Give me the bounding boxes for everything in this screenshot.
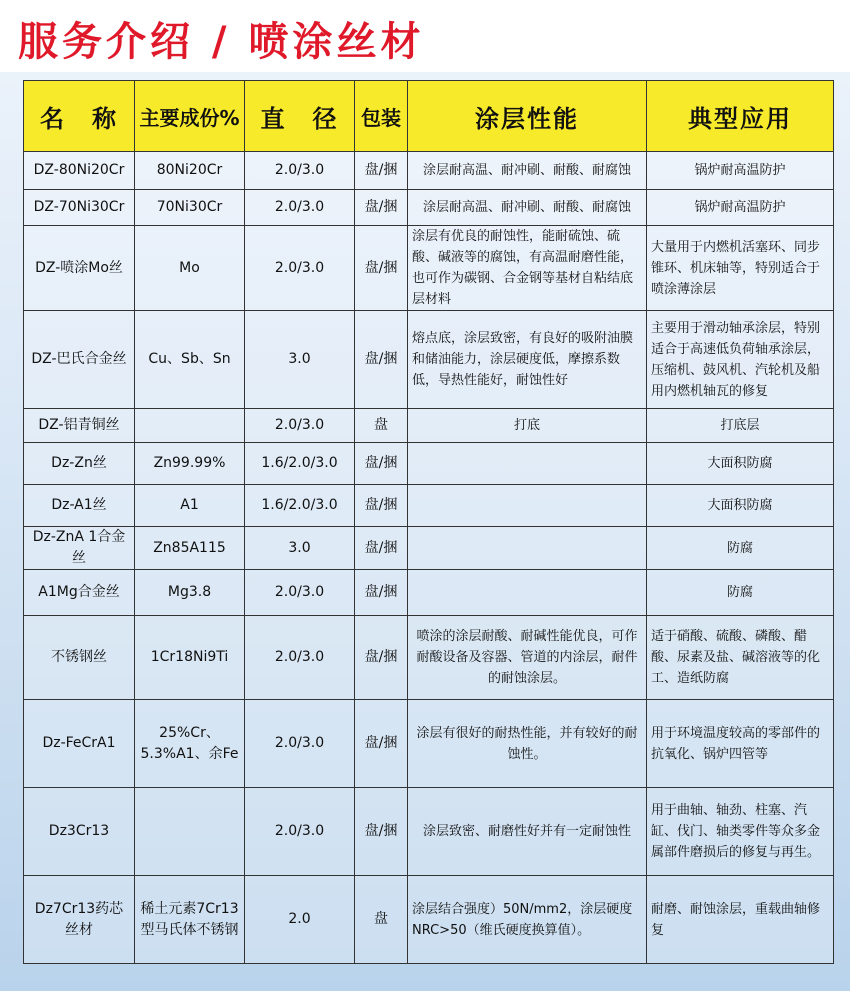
cell-performance: 涂层结合强度）50N/mm2，涂层硬度NRC>50（维氏硬度换算值）。 [408, 876, 647, 964]
table-row [24, 616, 834, 700]
cell-name: DZ-80Ni20Cr [24, 152, 135, 190]
cell-performance [408, 527, 647, 570]
cell-composition: Zn99.99% [135, 443, 245, 485]
cell-name: DZ-巴氏合金丝 [24, 311, 135, 409]
cell-application: 大面积防腐 [647, 443, 834, 485]
cell-diameter: 2.0/3.0 [245, 700, 355, 788]
cell-diameter: 2.0/3.0 [245, 152, 355, 190]
table-row [24, 226, 834, 311]
cell-composition: Mo [135, 226, 245, 311]
cell-package: 盘/捆 [355, 527, 408, 570]
cell-name: Dz-ZnA 1合金丝 [24, 527, 135, 570]
cell-diameter: 3.0 [245, 527, 355, 570]
cell-application: 适于硝酸、硫酸、磷酸、醋酸、尿素及盐、碱溶液等的化工、造纸防腐 [647, 616, 834, 700]
cell-performance: 涂层致密、耐磨性好并有一定耐蚀性 [408, 788, 647, 876]
cell-package: 盘/捆 [355, 190, 408, 226]
cell-diameter: 1.6/2.0/3.0 [245, 443, 355, 485]
cell-performance: 涂层有优良的耐蚀性，能耐硫蚀、硫酸、碱液等的腐蚀，有高温耐磨性能，也可作为碳钢、合金钢等基材自粘结底层材料 [408, 226, 647, 311]
cell-package: 盘 [355, 876, 408, 964]
cell-application: 用于曲轴、轴劲、柱塞、汽缸、伐门、轴类零件等众多金属部件磨损后的修复与再生。 [647, 788, 834, 876]
cell-diameter: 2.0 [245, 876, 355, 964]
table-row [24, 443, 834, 485]
table-row [24, 485, 834, 527]
cell-performance: 喷涂的涂层耐酸、耐碱性能优良，可作耐酸设备及容器、管道的内涂层，耐件的耐蚀涂层。 [408, 616, 647, 700]
cell-application: 锅炉耐高温防护 [647, 152, 834, 190]
cell-application: 大面积防腐 [647, 485, 834, 527]
cell-name: Dz7Cr13药芯丝材 [24, 876, 135, 964]
table-row [24, 570, 834, 616]
header-application: 典型应用 [647, 81, 834, 152]
cell-performance [408, 570, 647, 616]
cell-name: Dz3Cr13 [24, 788, 135, 876]
cell-application: 打底层 [647, 409, 834, 443]
cell-composition: Cu、Sb、Sn [135, 311, 245, 409]
cell-composition: Zn85A115 [135, 527, 245, 570]
cell-name: Dz-A1丝 [24, 485, 135, 527]
cell-diameter: 2.0/3.0 [245, 616, 355, 700]
header-package: 包装 [355, 81, 408, 152]
cell-name: A1Mg合金丝 [24, 570, 135, 616]
cell-application: 大量用于内燃机活塞环、同步锥环、机床轴等，特别适合于喷涂薄涂层 [647, 226, 834, 311]
cell-name: DZ-铝青铜丝 [24, 409, 135, 443]
cell-application: 耐磨、耐蚀涂层，重载曲轴修复 [647, 876, 834, 964]
cell-package: 盘/捆 [355, 616, 408, 700]
cell-composition: 25%Cr、5.3%A1、余Fe [135, 700, 245, 788]
cell-diameter: 2.0/3.0 [245, 788, 355, 876]
cell-performance: 打底 [408, 409, 647, 443]
header-performance: 涂层性能 [408, 81, 647, 152]
cell-performance: 涂层耐高温、耐冲刷、耐酸、耐腐蚀 [408, 190, 647, 226]
table-row [24, 311, 834, 409]
table-row [24, 788, 834, 876]
cell-performance: 涂层耐高温、耐冲刷、耐酸、耐腐蚀 [408, 152, 647, 190]
cell-diameter: 2.0/3.0 [245, 570, 355, 616]
cell-package: 盘/捆 [355, 443, 408, 485]
table-row [24, 700, 834, 788]
header-name: 名 称 [24, 81, 135, 152]
cell-name: DZ-70Ni30Cr [24, 190, 135, 226]
cell-package: 盘 [355, 409, 408, 443]
cell-diameter: 2.0/3.0 [245, 190, 355, 226]
cell-package: 盘/捆 [355, 152, 408, 190]
table-row [24, 152, 834, 190]
cell-composition: 80Ni20Cr [135, 152, 245, 190]
cell-package: 盘/捆 [355, 226, 408, 311]
header-diameter: 直 径 [245, 81, 355, 152]
wire-spec-table [23, 80, 834, 964]
title-bar [0, 0, 850, 72]
cell-composition: 1Cr18Ni9Ti [135, 616, 245, 700]
table-row [24, 876, 834, 964]
cell-package: 盘/捆 [355, 485, 408, 527]
table-header-row [24, 81, 834, 152]
cell-diameter: 1.6/2.0/3.0 [245, 485, 355, 527]
cell-name: Dz-Zn丝 [24, 443, 135, 485]
cell-application: 防腐 [647, 570, 834, 616]
cell-application: 用于环境温度较高的零部件的抗氧化、锅炉四管等 [647, 700, 834, 788]
cell-diameter: 2.0/3.0 [245, 409, 355, 443]
cell-performance [408, 443, 647, 485]
cell-package: 盘/捆 [355, 788, 408, 876]
table-row [24, 190, 834, 226]
cell-name: DZ-喷涂Mo丝 [24, 226, 135, 311]
cell-package: 盘/捆 [355, 311, 408, 409]
table-row [24, 527, 834, 570]
cell-diameter: 2.0/3.0 [245, 226, 355, 311]
cell-application: 主要用于滑动轴承涂层，特别适合于高速低负荷轴承涂层，压缩机、鼓风机、汽轮机及船用内燃机轴瓦的修复 [647, 311, 834, 409]
cell-composition: 70Ni30Cr [135, 190, 245, 226]
cell-application: 锅炉耐高温防护 [647, 190, 834, 226]
page-title: 服务介绍 / 喷涂丝材 [18, 19, 425, 65]
cell-package: 盘/捆 [355, 700, 408, 788]
cell-name: 不锈钢丝 [24, 616, 135, 700]
cell-performance: 熔点底，涂层致密，有良好的吸附油膜和储油能力，涂层硬度低，摩擦系数低，导热性能好，耐蚀性好 [408, 311, 647, 409]
cell-name: Dz-FeCrA1 [24, 700, 135, 788]
header-composition: 主要成份% [135, 81, 245, 152]
cell-composition: Mg3.8 [135, 570, 245, 616]
cell-composition: 稀土元素7Cr13型马氏体不锈钢 [135, 876, 245, 964]
cell-composition: A1 [135, 485, 245, 527]
cell-diameter: 3.0 [245, 311, 355, 409]
cell-performance [408, 485, 647, 527]
table-row [24, 409, 834, 443]
cell-composition [135, 409, 245, 443]
cell-package: 盘/捆 [355, 570, 408, 616]
cell-performance: 涂层有很好的耐热性能，并有较好的耐蚀性。 [408, 700, 647, 788]
cell-composition [135, 788, 245, 876]
cell-application: 防腐 [647, 527, 834, 570]
